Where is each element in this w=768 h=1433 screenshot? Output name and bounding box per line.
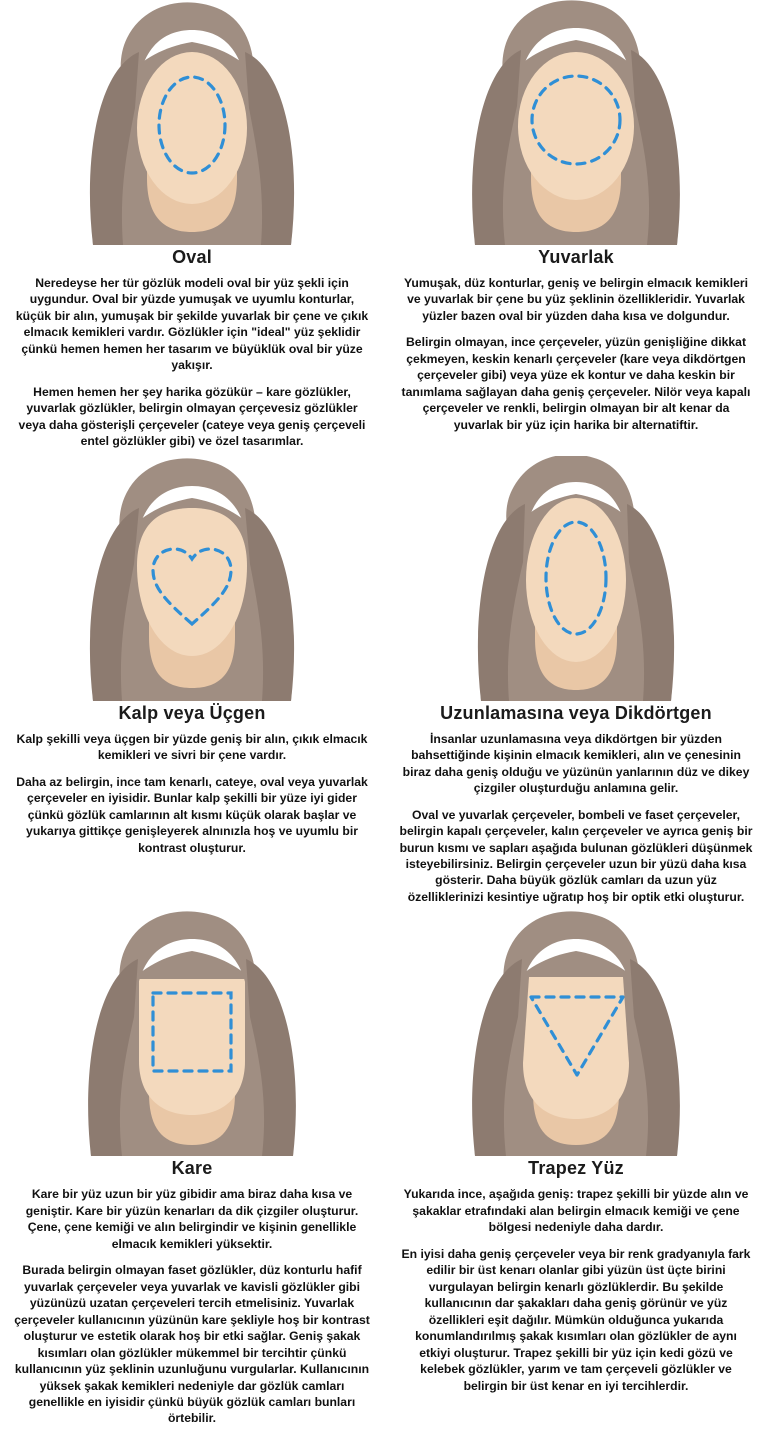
card-paragraph: İnsanlar uzunlamasına veya dikdörtgen bir yüzden bahsettiğinde kişinin elmacık kemikleri, alın ve çenesinin biraz daha geniş olduğu ve yüzünün yanlarının düz ve dikey çizgiler oluşturduğu anlamına gelir.: [402, 731, 750, 796]
card-kalp: [0, 456, 384, 912]
trapezoid-face-illustration: [411, 911, 741, 1156]
card-paragraph: Oval ve yuvarlak çerçeveler, bombeli ve faset çerçeveler, belirgin kapalı çerçeveler, kalın çerçeveler ve ayrıca geniş bir burun kısmı ve sapları aşağıda bulunan gözlükleri düşünmek isteyebilirsiniz. Belirgin çerçeveler uzun bir yüzü daha kısa gösterir. Daha büyük gözlük camları da uzun yüz özelliklerinizi kesintiye uğratıp hoş bir optik etki oluşturur.: [399, 807, 753, 904]
card-uzunlamasina: [384, 456, 768, 912]
card-title: Uzunlamasına veya Dikdörtgen: [440, 702, 712, 723]
square-face-illustration: [27, 911, 357, 1156]
card-text: [392, 275, 760, 433]
figure-yuvarlak: [392, 0, 760, 245]
card-title: Trapez Yüz: [528, 1158, 624, 1179]
heart-face-illustration: [27, 456, 357, 701]
card-title: Kare: [171, 1158, 213, 1179]
card-oval: [0, 0, 384, 456]
card-paragraph: Hemen hemen her şey harika gözükür – kare gözlükler, yuvarlak gözlükler, belirgin olmayan çerçevesiz gözlükler veya daha gösterişli çerçeveler (cateye veya geniş çerçeveli entel gözlükler gibi) ve özel tasarımlar.: [18, 384, 366, 449]
card-paragraph: Neredeyse her tür gözlük modeli oval bir yüz şekli için uygundur. Oval bir yüzde yumuşak ve uyumlu konturlar, küçük bir alın, yumuşak bir şekilde yuvarlak bir çene ve çıkık elmacık kemikleri vardır. Gözlükler için "ideal" yüz şeklidir çünkü hemen hemen her tasarım ve büyüklük oval bir yüze yakışır.: [15, 276, 369, 373]
card-paragraph: Kare bir yüz uzun bir yüz gibidir ama biraz daha kısa ve geniştir. Kare bir yüzün kenarları da dik çizgiler oluşturur. Çene, çene kemiği ve alın belirgindir ve kişinin genellikle elmacık kemikleri yüksektir.: [25, 1187, 359, 1251]
card-paragraph: Yumuşak, düz konturlar, geniş ve belirgin elmacık kemikleri ve yuvarlak bir çene bu yüz şeklinin özellikleridir. Yuvarlak yüzler bazen oval bir yüzden daha kısa ve dolgundur.: [403, 276, 749, 323]
figure-oval: [8, 0, 376, 245]
card-text: [8, 1186, 376, 1427]
card-paragraph: Yukarıda ince, aşağıda geniş: trapez şekilli bir yüzde alın ve şakaklar etrafındaki alan belirgin elmacık kemiği ve çene bölgesi nedeniyle daha dardır.: [403, 1187, 749, 1235]
card-paragraph: En iyisi daha geniş çerçeveler veya bir renk gradyanıyla fark edilir bir üst kenarı olanlar gibi yüzün üst üçte birini vurgulayan belirgin kenarlı gözlüklerdir. Bu şekilde kullanıcının dar şakakları daha geniş görünür ve yüz özellikleri eşit dağılır. Mümkün olduğunca yukarıda konumlandırılmış şakak kısımları olan gözlükler de aynı etkiyi oluşturur. Trapez şekilli bir yüz için kedi gözü ve kelebek gözlükler, yarım ve tam çerçeveli gözlükler ve belirgin bir üst kenar en iyi tercihlerdir.: [401, 1246, 751, 1393]
card-text: [392, 731, 760, 906]
long-face-illustration: [411, 456, 741, 701]
figure-kare: [8, 911, 376, 1156]
card-title: Yuvarlak: [538, 247, 614, 267]
card-text: [8, 275, 376, 450]
figure-trapez: [392, 911, 760, 1156]
oval-face-illustration: [27, 0, 357, 245]
card-title: Kalp veya Üçgen: [118, 702, 266, 723]
card-text: [8, 731, 376, 856]
card-paragraph: Burada belirgin olmayan faset gözlükler, düz konturlu hafif yuvarlak çerçeveler veya yuvarlak ve kavisli gözlükler gibi yüzünüzü uzatan çerçeveleri tercih etmelisiniz. Yuvarlak çerçeveler kullanıcının yüzünün kare şekliyle hoş bir kontrast oluşturur ve estetik olarak hoş bir etki sağlar. Geniş şakak kısımları olan gözlükler mükemmel bir tercihtir çünkü kullanıcının yüz şeklinin uzunluğunu vurgularlar. Kullanıcının yüksek şakak kemikleri nedeniyle dar gözlük camları genellikle en iyisidir çünkü büyük gözlük camları bunları örtebilir.: [14, 1263, 370, 1426]
card-trapez: [384, 911, 768, 1433]
figure-kalp: [8, 456, 376, 701]
figure-uzunlamasina: [392, 456, 760, 701]
card-paragraph: Daha az belirgin, ince tam kenarlı, cateye, oval veya yuvarlak çerçeveler en iyisidir. Bunlar kalp şekilli bir yüze iyi gider çünkü gözlük camlarının alt kısmı küçük olarak başlar ve yukarıya gittikçe genişleyerek alnınızla hoş ve uyumlu bir kontrast oluşturur.: [16, 774, 368, 855]
round-face-illustration: [411, 0, 741, 245]
card-kare: [0, 911, 384, 1433]
card-title: Oval: [172, 247, 212, 267]
card-text: [392, 1186, 760, 1394]
card-paragraph: Kalp şekilli veya üçgen bir yüzde geniş bir alın, çıkık elmacık kemikleri ve sivri bir çene vardır.: [16, 731, 368, 763]
card-yuvarlak: [384, 0, 768, 456]
card-paragraph: Belirgin olmayan, ince çerçeveler, yüzün genişliğine dikkat çekmeyen, keskin kenarlı çerçeveler (kare veya dikdörtgen çerçeveler gibi) veya yüze ek kontur ve daha keskin bir tanımlama sağlayan daha geniş çerçeveler. Nilör veya kapalı çerçeveler ve renkli, belirgin olmayan bir alt kenar da yuvarlak bir yüz için harika bir alternatiftir.: [401, 335, 751, 432]
